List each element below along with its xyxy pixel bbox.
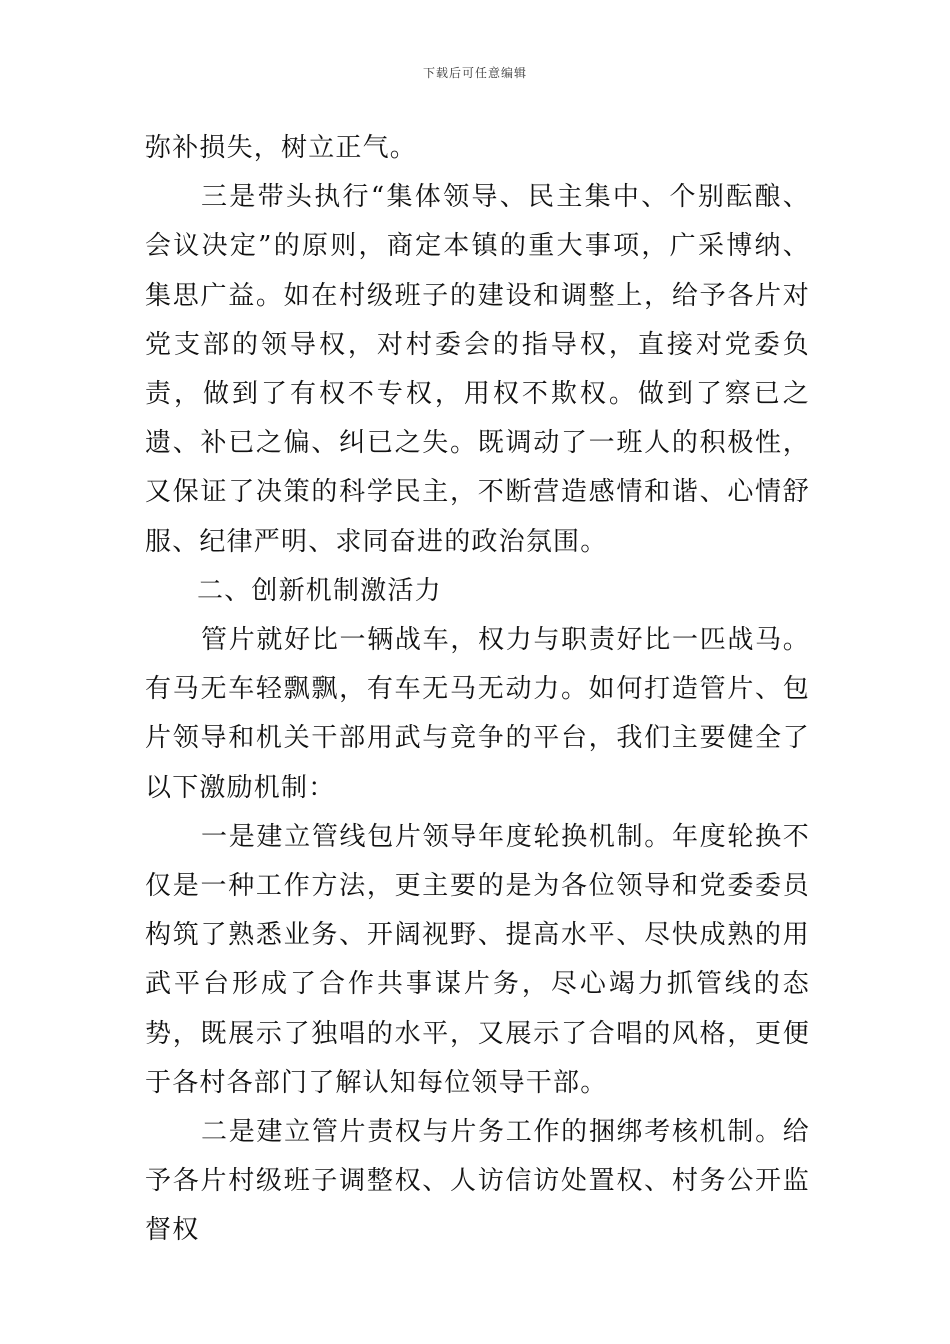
paragraph-rotation-mechanism: 一是建立管线包片领导年度轮换机制。年度轮换不仅是一种工作方法，更主要的是为各位领导和党委委员构筑了熟悉业务、开阔视野、提高水平、尽快成熟的用武平台形成了合作共事谋片务，尽心竭力抓管线的态势，既展示了独唱的水平，又展示了合唱的风格，更便于各村各部门了解认知每位领导干部。 xyxy=(145,821,810,1098)
paragraph-collective-leadership: 三是带头执行“集体领导、民主集中、个别酝酿、会议决定”的原则，商定本镇的重大事项，广采博纳、集思广益。如在村级班子的建设和调整上，给予各片对党支部的领导权，对村委会的指导权，直接对党委负责，做到了有权不专权，用权不欺权。做到了察已之遗、补已之偏、纠已之失。既调动了一班人的积极性，又保证了决策的科学民主，不断营造感情和谐、心情舒服、纪律严明、求同奋进的政治氛围。 xyxy=(145,182,810,557)
paragraph-mechanism-intro: 管片就好比一辆战车，权力与职责好比一匹战马。有马无车轻飘飘，有车无马无动力。如何打造管片、包片领导和机关干部用武与竞争的平台，我们主要健全了以下激励机制： xyxy=(145,625,810,803)
paragraph-continuation: 弥补损失，树立正气。 xyxy=(145,133,418,163)
page-header-note: 下载后可任意编辑 xyxy=(422,66,527,80)
section-heading: 二、创新机制激活力 xyxy=(197,575,442,606)
document-body xyxy=(145,124,810,1256)
paragraph-assessment-mechanism: 二是建立管片责权与片务工作的捆绑考核机制。给予各片村级班子调整权、人访信访处置权、村务公开监督权 xyxy=(145,1117,810,1246)
